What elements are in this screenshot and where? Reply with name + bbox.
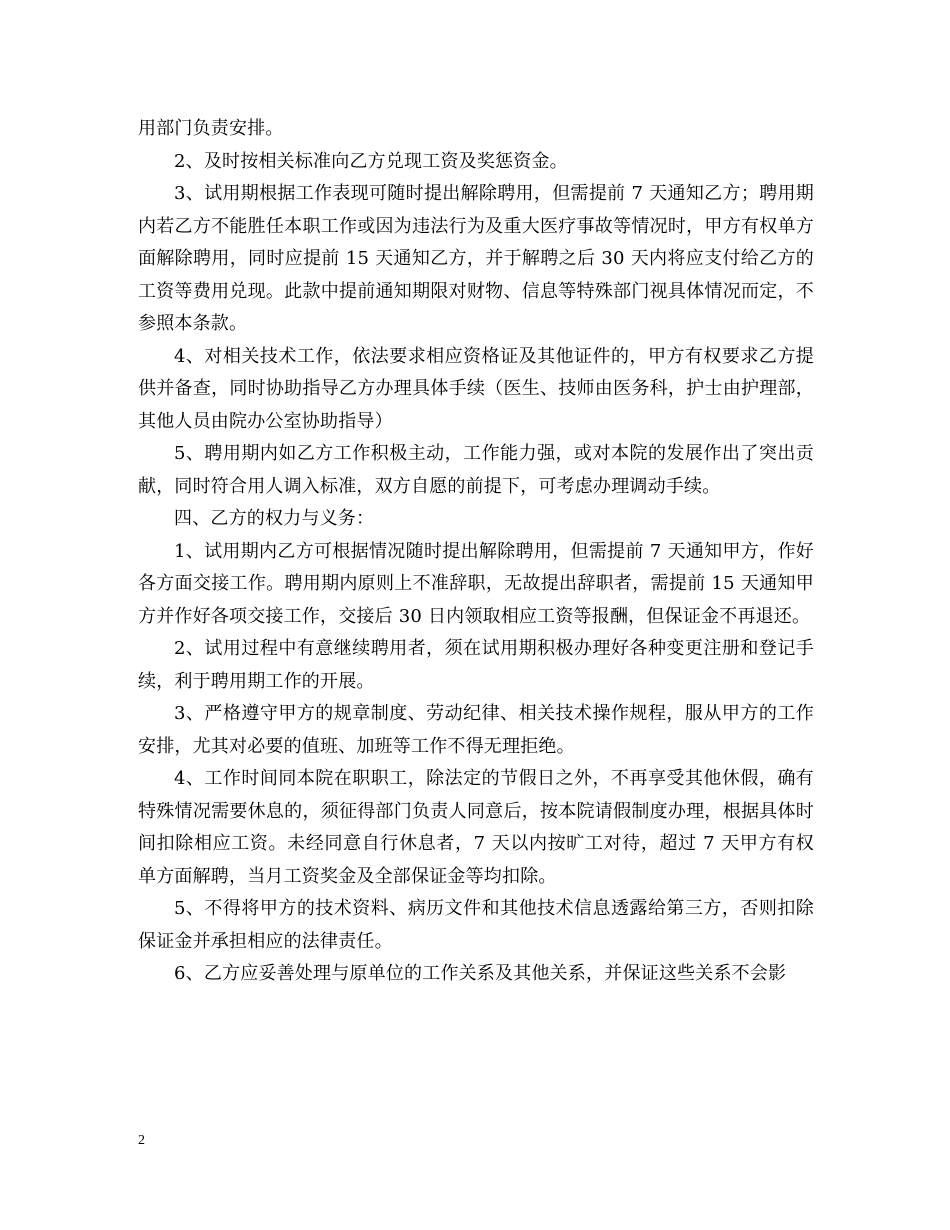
paragraph-duty-1: 1、试用期内乙方可根据情况随时提出解除聘用，但需提前 7 天通知甲方，作好各方面交接工作。聘用期内原则上不准辞职，无故提出辞职者，需提前 15 天通知甲方并作好各项交接工作，交接后 30 日内领取相应工资等报酬，但保证金不再退还。 xyxy=(138,540,814,627)
document-body xyxy=(138,113,814,991)
paragraph-duty-3: 3、严格遵守甲方的规章制度、劳动纪律、相关技术操作规程，服从甲方的工作安排，尤其对必要的值班、加班等工作不得无理拒绝。 xyxy=(138,703,814,757)
paragraph-clause-2: 2、及时按相关标准向乙方兑现工资及奖惩资金。 xyxy=(174,150,568,172)
paragraph-duty-6: 6、乙方应妥善处理与原单位的工作关系及其他关系，并保证这些关系不会影 xyxy=(174,963,787,984)
paragraph-duty-2: 2、试用过程中有意继续聘用者，须在试用期积极办理好各种变更注册和登记手续，利于聘用期工作的开展。 xyxy=(138,638,814,692)
paragraph-duty-4: 4、工作时间同本院在职职工，除法定的节假日之外，不再享受其他休假，确有特殊情况需要休息的，须征得部门负责人同意后，按本院请假制度办理，根据具体时间扣除相应工资。未经同意自行休息者，7 天以内按旷工对待，超过 7 天甲方有权单方面解聘，当月工资奖金及全部保证金等均扣除。 xyxy=(138,768,814,887)
page-number: 2 xyxy=(138,1133,145,1148)
paragraph-clause-5: 5、聘用期内如乙方工作积极主动，工作能力强，或对本院的发展作出了突出贡献，同时符合用人调入标准，双方自愿的前提下，可考虑办理调动手续。 xyxy=(138,443,814,497)
paragraph-duty-5: 5、不得将甲方的技术资料、病历文件和其他技术信息透露给第三方，否则扣除保证金并承担相应的法律责任。 xyxy=(138,898,814,952)
paragraph-clause-4: 4、对相关技术工作，依法要求相应资格证及其他证件的，甲方有权要求乙方提供并备查，同时协助指导乙方办理具体手续（医生、技师由医务科，护士由护理部，其他人员由院办公室协助指导） xyxy=(138,345,814,432)
paragraph-clause-3: 3、试用期根据工作表现可随时提出解除聘用，但需提前 7 天通知乙方；聘用期内若乙方不能胜任本职工作或因为违法行为及重大医疗事故等情况时，甲方有权单方面解除聘用，同时应提前 15 天通知乙方，并于解聘之后 30 天内将应支付给乙方的工资等费用兑现。此款中提前通知期限对财物、信息等特殊部门视具体情况而定，不参照本条款。 xyxy=(138,183,814,334)
paragraph-continuation: 用部门负责安排。 xyxy=(138,118,284,139)
section-heading: 四、乙方的权力与义务： xyxy=(174,508,375,529)
